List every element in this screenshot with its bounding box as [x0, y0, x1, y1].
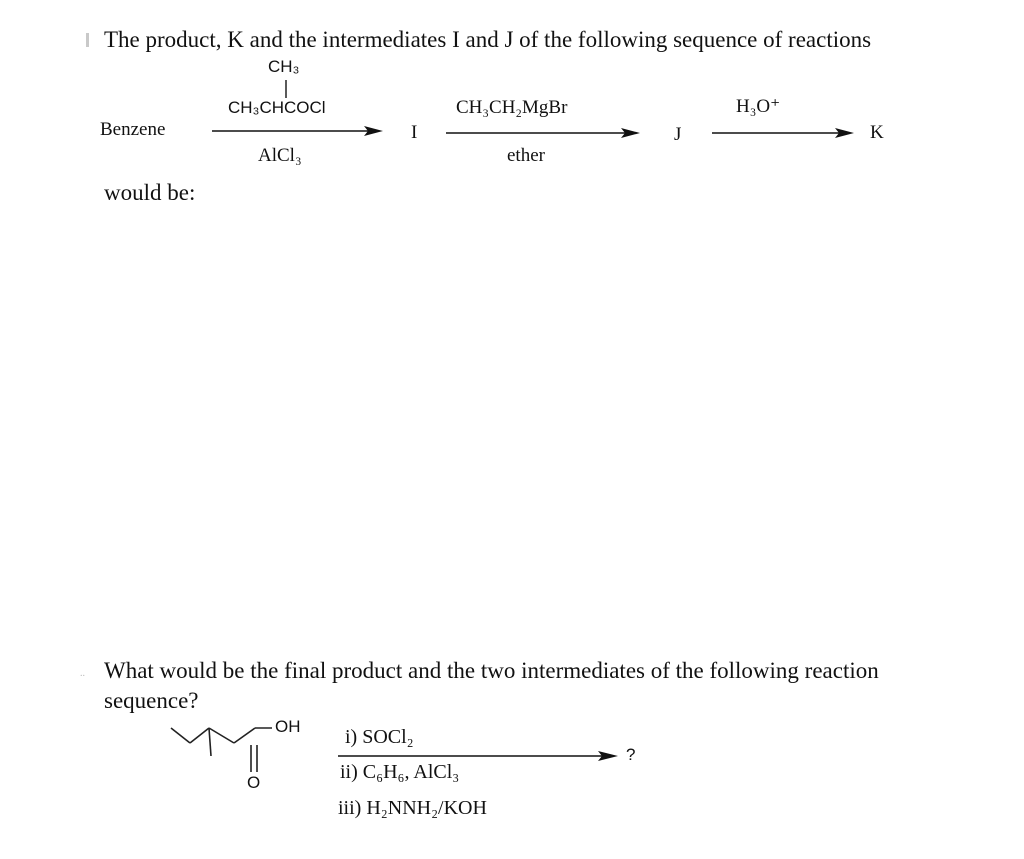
carboxylic-acid-structure	[171, 728, 272, 772]
hydronium-reagent: H₃O⁺	[736, 96, 781, 117]
margin-dots: ..	[80, 668, 85, 679]
q1-tail: would be:	[104, 180, 196, 205]
intermediate-i: I	[411, 122, 418, 143]
benzene-label: Benzene	[100, 119, 166, 140]
product-k: K	[870, 122, 884, 143]
oh-label: OH	[275, 717, 301, 736]
step-ii-reagent: ii) C₆H₆, AlCl₃	[340, 761, 460, 783]
step-iii-reagent: iii) H₂NNH₂/KOH	[338, 797, 487, 819]
step-i-reagent: i) SOCl₂	[345, 726, 414, 748]
ether-solvent: ether	[507, 145, 545, 166]
intermediate-j: J	[674, 124, 682, 145]
alcl3-catalyst: AlCl₃	[258, 145, 302, 166]
grignard-reagent: CH₃CH₂MgBr	[456, 97, 568, 118]
q2-question-line2: sequence?	[104, 688, 199, 713]
q1-intro: The product, K and the intermediates I and J of the following sequence of reactions	[104, 27, 872, 52]
acid-chloride-reagent: CH₃CHCOCl	[228, 98, 326, 117]
unknown-product: ?	[626, 745, 636, 764]
carbonyl-o-label: O	[247, 773, 261, 792]
ch3-substituent: CH₃	[268, 57, 300, 76]
q2-question-line1: What would be the final product and the two intermediates of the following reaction	[104, 658, 879, 683]
